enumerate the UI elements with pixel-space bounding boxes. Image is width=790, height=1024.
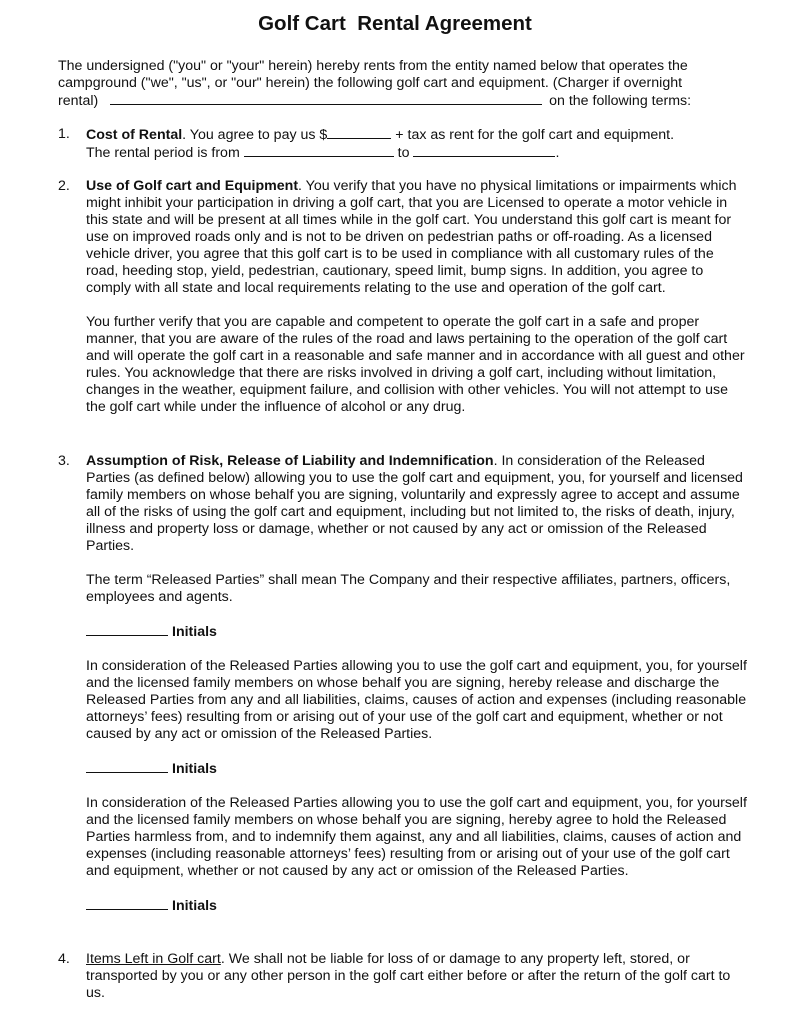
section-3-paragraph-4: In consideration of the Released Parties allowing you to use the golf cart and equipment, you, for yourself and the licensed family members on whose behalf you are signing, hereby agree to hold the Released Parties harmless from, and to indemnify them against, any and all liabilities, claims, causes of action and expenses (including reasonable attorneys’ fees) resulting from or arising out of your use of the golf cart and equipment, whether or not caused by any act or omission of the Released Parties. [86,795,747,879]
section-1-text-a: . You agree to pay us $ [182,127,328,143]
section-1 [58,126,748,162]
section-4-text: . We shall not be liable for loss of or damage to any property left, stored, or transported by you or any other person in the golf cart either before or after the return of the golf cart to us. [86,951,731,1001]
initials-blank-3[interactable] [86,897,168,910]
section-4-heading: Items Left in Golf cart [86,951,221,967]
section-4-number: 4. [58,951,70,967]
section-4 [58,951,748,1002]
section-3-number: 3. [58,453,70,469]
section-3-heading: Assumption of Risk, Release of Liability and Indemnification [86,453,494,469]
intro-paragraph [58,58,748,110]
intro-line-3-end: on the following terms: [549,93,692,109]
initials-label-3: Initials [172,898,217,914]
initials-blank-2[interactable] [86,760,168,773]
intro-line-3 [58,92,748,110]
rental-end-blank[interactable] [413,144,555,157]
rental-period-to: to [397,145,410,161]
initials-label-1: Initials [172,624,217,640]
section-3 [58,453,748,915]
section-3-paragraph-3: In consideration of the Released Parties allowing you to use the golf cart and equipment, you, for yourself and the licensed family members on whose behalf you are signing, hereby release and discharge the Released Parties from any and all liabilities, claims, causes of action and expenses (including reasonable attorneys’ fees) resulting from or arising out of your use of the golf cart and equipment, whether or not caused by any act or omission of the Released Parties. [86,658,747,742]
initials-line-3 [86,897,748,915]
initials-line-1 [86,623,748,641]
intro-line-2: campground ("we", "us", or "our" herein) the following golf cart and equipment. (Charger if overnight [58,75,683,91]
initials-blank-1[interactable] [86,623,168,636]
rental-period-label: The rental period is from [86,145,240,161]
section-2-text-1: . You verify that you have no physical limitations or impairments which might inhibit your participation in driving a golf cart, that you are Licensed to operate a motor vehicle in this state and will be present at all times while in the golf cart. You understand this golf cart is meant for use on improved roads only and is not to be driven on pedestrian paths or off-roading. As a licensed vehicle driver, you agree that this golf cart is to be used in compliance with all customary rules of the road, heeding stop, yield, pedestrian, cautionary, speed limit, bump signs. In addition, you agree to comply with all state and local requirements relating to the use and operation of the golf cart. [86,178,737,296]
entity-name-blank[interactable] [110,92,542,105]
section-1-line-2 [86,144,748,162]
section-2-paragraph-2: You further verify that you are capable and competent to operate the golf cart in a safe and proper manner, that you are aware of the rules of the road and laws pertaining to the operation of the golf cart and will operate the golf cart in a reasonable and safe manner and in accordance with all guest and other rules. You acknowledge that there are risks involved in driving a golf cart, including without limitation, changes in the weather, equipment failure, and collision with other vehicles. You will not attempt to use the golf cart while under the influence of alcohol or any drug. [86,314,745,415]
intro-line-1: The undersigned ("you" or "your" herein) hereby rents from the entity named below that operates the [58,58,688,74]
rent-amount-blank[interactable] [327,126,391,139]
section-2-number: 2. [58,178,70,194]
intro-line-3-start: rental) [58,93,99,109]
section-2-heading: Use of Golf cart and Equipment [86,178,299,194]
section-3-text-1: . In consideration of the Released Parties (as defined below) allowing you to use the golf cart and equipment, you, for yourself and licensed family members on whose behalf you are signing, voluntarily and expressly agree to accept and assume all of the risks of using the golf cart and equipment, including but not limited to, the risks of death, injury, illness and property loss or damage, whether or not caused by any act or omission of the Released Parties. [86,453,743,554]
document-title: Golf Cart Rental Agreement [258,12,532,35]
section-2-paragraph-1 [86,178,748,297]
rental-period-end: . [555,145,560,161]
section-2 [58,178,748,416]
rental-start-blank[interactable] [244,144,394,157]
initials-line-2 [86,760,748,778]
section-1-heading: Cost of Rental [86,127,183,143]
section-3-paragraph-1 [86,453,748,555]
section-3-paragraph-2: The term “Released Parties” shall mean The Company and their respective affiliates, partners, officers, employees and agents. [86,572,731,605]
section-1-number: 1. [58,126,70,142]
section-4-paragraph [86,951,748,1002]
initials-label-2: Initials [172,761,217,777]
section-1-text-b: + tax as rent for the golf cart and equipment. [391,127,675,143]
section-1-line-1 [86,126,748,144]
